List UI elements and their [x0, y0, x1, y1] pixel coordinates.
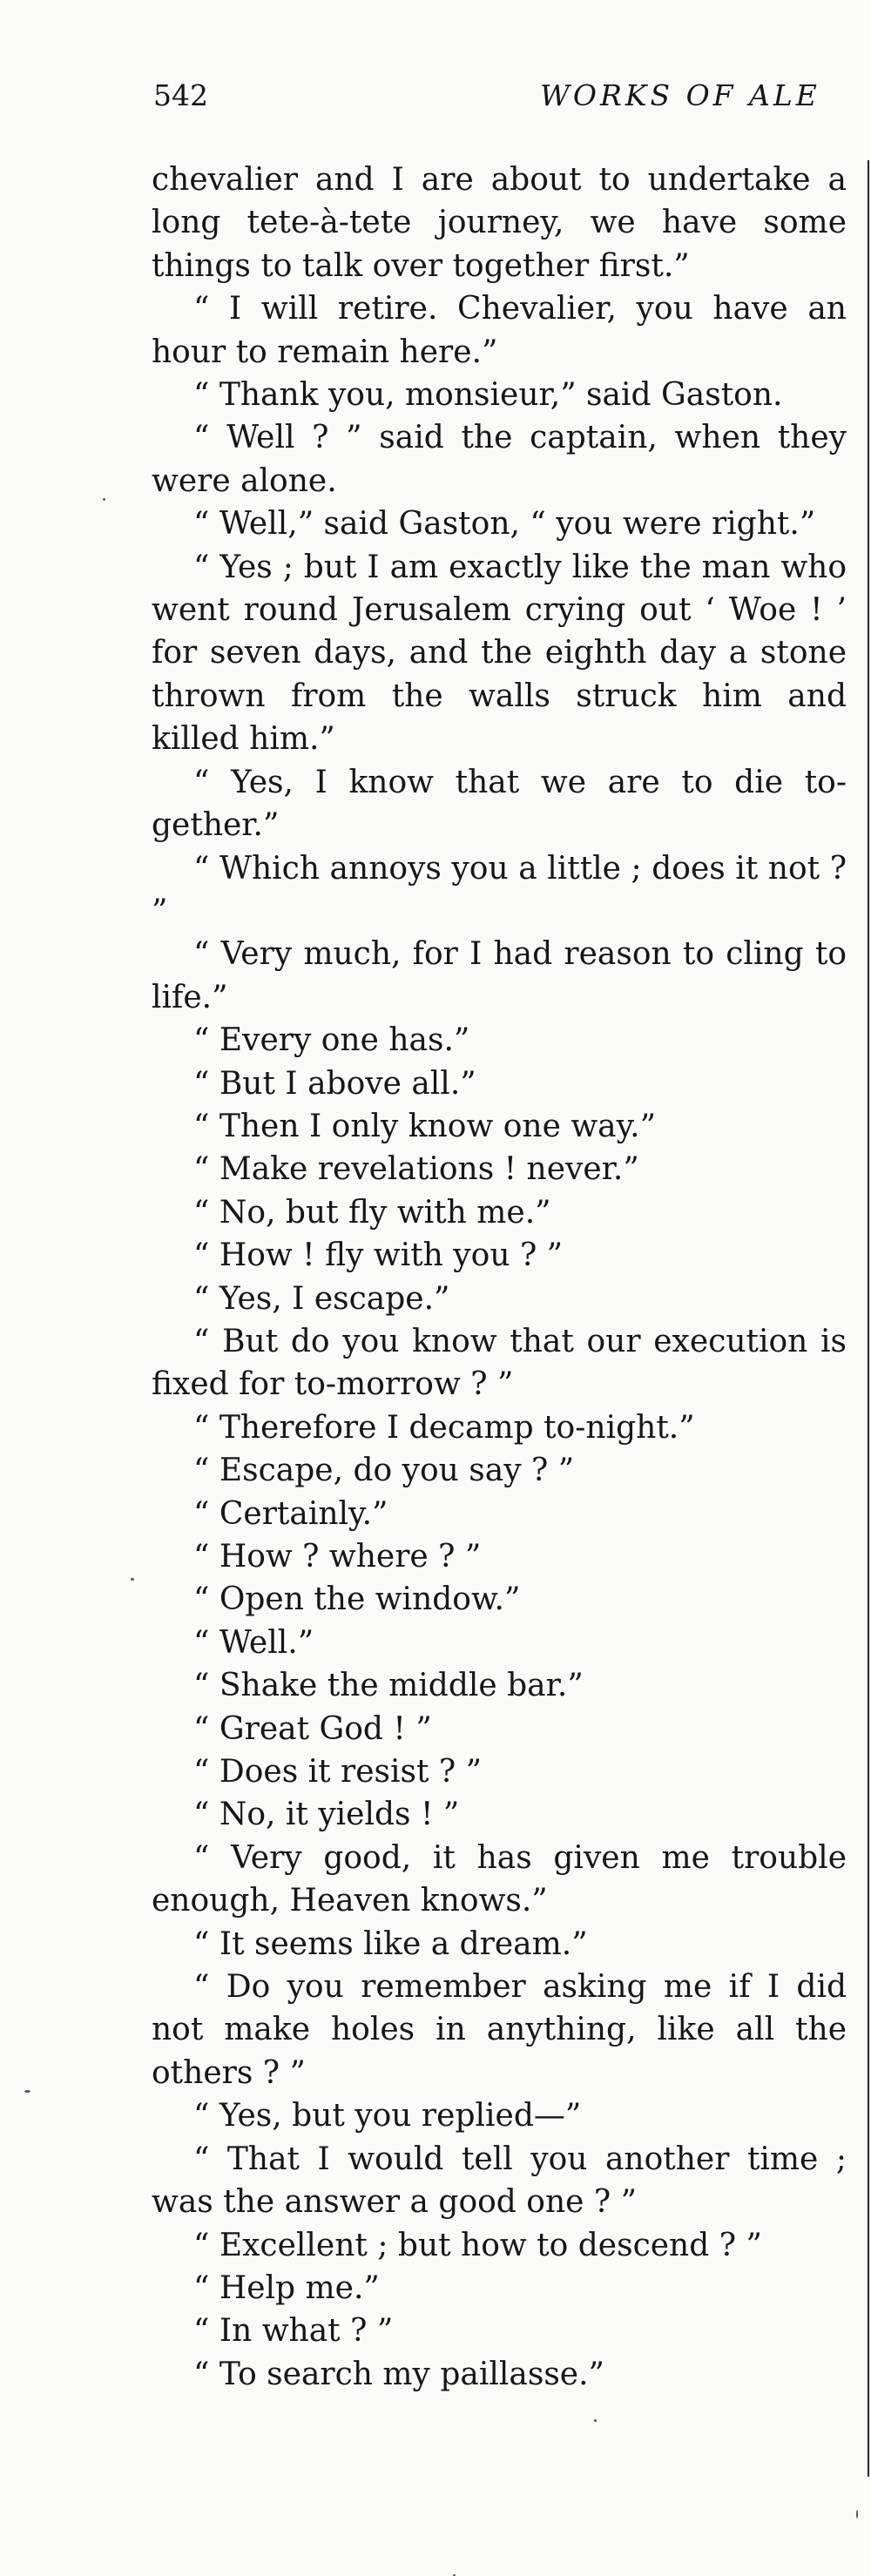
- paragraph: “ Shake the middle bar.”: [193, 1668, 584, 1704]
- paragraph: “ I will retire. Chevalier, you have an hour to remain here.”: [152, 291, 847, 370]
- paragraph: “ To search my paillasse.”: [193, 2356, 604, 2392]
- paragraph: “ Yes, but you replied—”: [193, 2098, 582, 2134]
- running-head: [153, 78, 871, 122]
- running-title: WORKS OF ALE: [540, 78, 820, 112]
- body-text: [152, 158, 847, 2396]
- ink-speck: [856, 2510, 858, 2519]
- paragraph: “ Does it resist ? ”: [193, 1754, 483, 1790]
- paragraph: “ Very much, for I had reason to cling to life.”: [152, 936, 847, 1015]
- paragraph: “ Well,” said Gaston, “ you were right.”: [193, 506, 816, 543]
- paragraph: “ Then I only know one way.”: [193, 1108, 657, 1144]
- paragraph: “ Well.”: [193, 1624, 314, 1661]
- paragraph: “ Great God ! ”: [193, 1710, 432, 1747]
- paragraph: “ Yes, I know that we are to die to-gether.”: [152, 764, 847, 844]
- ink-speck: [131, 1578, 134, 1581]
- paragraph: “ How ! fly with you ? ”: [193, 1237, 564, 1274]
- paragraph: “ That I would tell you another time ; was the answer a good one ? ”: [152, 2141, 847, 2221]
- paragraph: “ Help me.”: [193, 2269, 380, 2306]
- paragraph: “ Yes, I escape.”: [193, 1280, 450, 1317]
- paragraph: “ Thank you, monsieur,” said Gaston.: [193, 377, 783, 414]
- paragraph: “ But I above all.”: [193, 1065, 476, 1102]
- paragraph: “ Excellent ; but how to descend ? ”: [193, 2227, 762, 2263]
- paragraph: “ Therefore I decamp to-night.”: [193, 1409, 695, 1446]
- paragraph: “ Escape, do you say ? ”: [193, 1453, 575, 1489]
- paragraph: “ Which annoys you a little ; does it not ? ”: [152, 850, 847, 929]
- paragraph: “ Open the window.”: [193, 1581, 521, 1618]
- page-number: 542: [153, 78, 208, 112]
- paragraph: “ In what ? ”: [193, 2313, 394, 2350]
- ink-speck: [103, 498, 105, 501]
- paragraph: “ Certainly.”: [193, 1495, 388, 1532]
- paragraph: “ No, but fly with me.”: [193, 1194, 551, 1231]
- paragraph: “ But do you know that our execution is fixed for to-morrow ? ”: [152, 1323, 847, 1403]
- paragraph: “ Make revelations ! never.”: [193, 1151, 639, 1188]
- paragraph: “ How ? where ? ”: [193, 1539, 482, 1575]
- paragraph: “ Every one has.”: [193, 1022, 470, 1059]
- paragraph: “ It seems like a dream.”: [193, 1925, 588, 1962]
- column-rule: [868, 160, 869, 2477]
- paragraph: “ Well ? ” said the captain, when they were alone.: [152, 420, 847, 499]
- paragraph: “ Very good, it has given me trouble enough, Heaven knows.”: [152, 1839, 847, 1919]
- paragraph: “ Yes ; but I am exactly like the man who went round Jerusalem crying out ‘ Woe ! ’ for seven days, and the eighth day a stone thrown from the walls struck him and killed him.”: [152, 549, 847, 758]
- ink-speck: [24, 2090, 30, 2093]
- ink-speck: [594, 2419, 597, 2422]
- paragraph: “ No, it yields ! ”: [193, 1797, 460, 1833]
- paragraph: “ Do you remember asking me if I did not make holes in anything, like all the others ? ”: [152, 1969, 847, 2091]
- paragraph: chevalier and I are about to undertake a long tete-à-tete journey, we have some things to talk over together first.”: [152, 162, 847, 284]
